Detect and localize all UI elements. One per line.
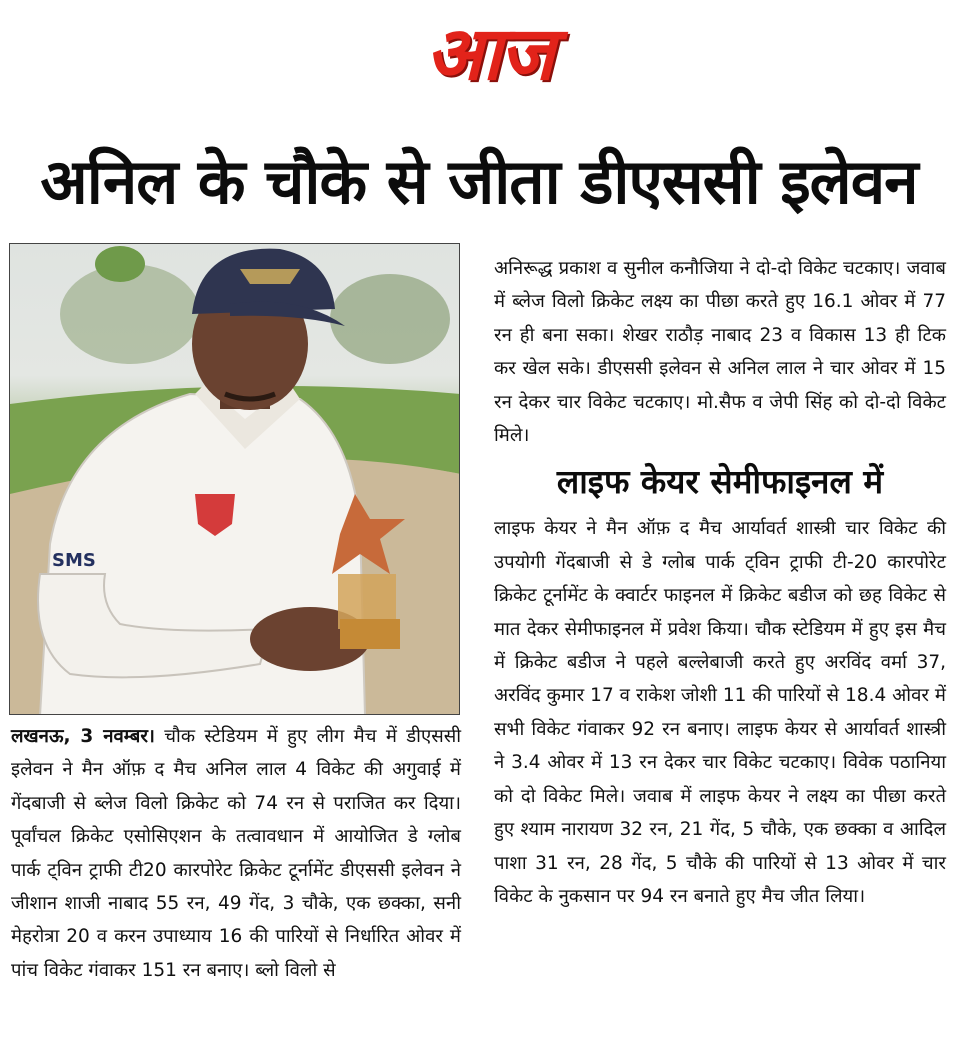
news-photo: [9, 243, 460, 715]
svg-text:SMS: SMS: [52, 550, 96, 571]
cricketer-with-trophy-icon: [10, 244, 460, 715]
headline: अनिल के चौके से जीता डीएससी इलेवन: [40, 145, 918, 218]
subheadline: लाइफ केयर सेमीफाइनल में: [556, 462, 884, 502]
dateline: लखनऊ, 3 नवम्बर।: [11, 726, 155, 747]
article-body-text: चौक स्टेडियम में हुए लीग मैच में डीएससी इलेवन ने मैन ऑफ़ द मैच अनिल लाल 4 विकेट की अगुवाई में गेंदबाजी से ब्लेज विलो क्रिकेट को 74 रन से पराजित कर दिया। पूर्वांचल क्रिकेट एसोसिएशन के तत्वावधान में आयोजित डे ग्लोब पार्क ट्विन ट्राफी टी20 कारपोरेट क्रिकेट टूर्नामेंट डीएससी इलेवन ने जीशान शाजी नाबाद 55 रन, 49 गेंद, 3 चौके, एक छक्का, सनी मेहरोत्रा 20 व करन उपाध्याय 16 की पारियों से निर्धारित ओवर में पांच विकेट गंवाकर 151 रन बनाए। ब्लो विलो से: [11, 726, 461, 981]
article-body-part2: अनिरूद्ध प्रकाश व सुनील कनौजिया ने दो-दो विकेट चटकाए। जवाब में ब्लेज विलो क्रिकेट लक्ष्य का पीछा करते हुए 16.1 ओवर में 77 रन ही बना सका। शेखर राठौड़ नाबाद 23 व विकास 13 ही टिक कर खेल सके। डीएससी इलेवन से अनिल लाल ने चार ओवर में 15 रन देकर चार विकेट चटकाए। मो.सैफ व जेपी सिंह को दो-दो विकेट मिले।: [494, 258, 946, 447]
masthead-title: आज: [425, 11, 553, 97]
newspaper-logo: [383, 6, 595, 102]
article2-body: लाइफ केयर ने मैन ऑफ़ द मैच आर्यावर्त शास्त्री चार विकेट की उपयोगी गेंदबाजी से डे ग्लोब पार्क ट्विन ट्राफी टी-20 कारपोरेट क्रिकेट टूर्नामेंट के क्वार्टर फाइनल में क्रिकेट बडीज को छह विकेट से मात देकर सेमीफाइनल में प्रवेश किया। चौक स्टेडियम में हुए इस मैच में क्रिकेट बडीज ने पहले बल्लेबाजी करते हुए अरविंद वर्मा 37, अरविंद कुमार 17 व राकेश जोशी 11 की पारियों से 18.4 ओवर में सभी विकेट गंवाकर 92 रन बनाए। लाइफ केयर से आर्यावर्त शास्त्री ने 3.4 ओवर में 13 रन देकर चार विकेट चटकाए। विवेक पठानिया को दो विकेट मिले। जवाब में लाइफ केयर ने लक्ष्य का पीछा करते हुए श्याम नारायण 32 रन, 21 गेंद, 5 चौके, एक छक्का व आदिल पाशा 31 रन, 28 गेंद, 5 चौके की पारियों से 13 ओवर में चार विकेट के नुकसान पर 94 रन बनाते हुए मैच जीत लिया।: [494, 518, 946, 907]
article-body-part1: [11, 720, 461, 987]
article-right-column: [494, 252, 946, 913]
article-left-column: [11, 720, 461, 987]
